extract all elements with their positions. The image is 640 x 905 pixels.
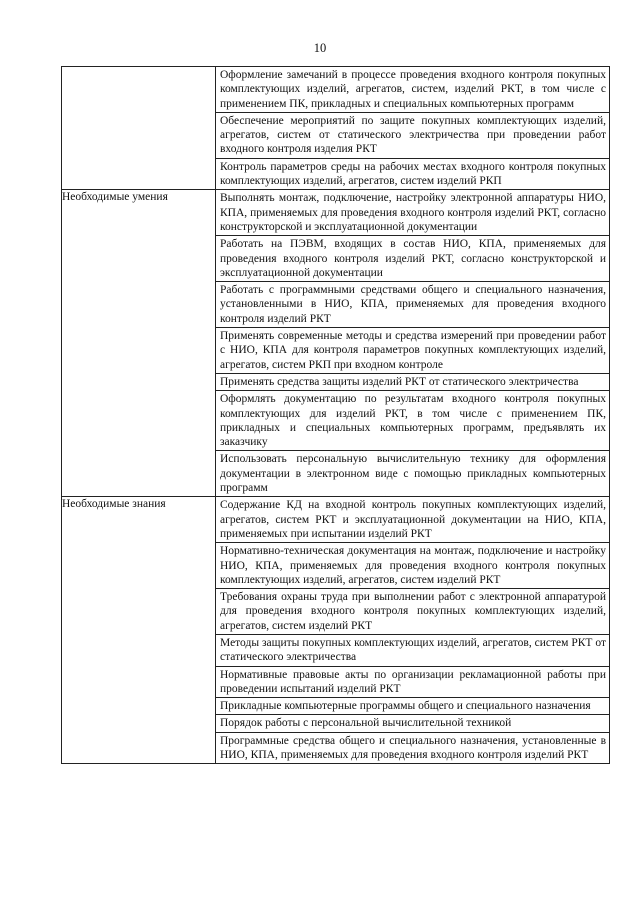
- list-item: Нормативно-техническая документация на монтаж, подключение и настройку НИО, КПА, применяемых для проведения входного контроля покупных комплектующих изделий, агрегатов, систем изделий РКТ: [216, 542, 609, 588]
- row-label-skills: Необходимые умения: [62, 190, 216, 497]
- list-item: Методы защиты покупных комплектующих изделий, агрегатов, систем РКТ от статического электричества: [216, 634, 609, 666]
- list-item: Контроль параметров среды на рабочих местах входного контроля покупных комплектующих изделий, агрегатов, систем изделий РКП: [216, 158, 609, 190]
- list-item: Использовать персональную вычислительную технику для оформления документации в электронном виде с помощью прикладных компьютерных программ: [216, 450, 609, 496]
- list-item: Программные средства общего и специального назначения, установленные в НИО, КПА, применяемых для проведения входного контроля изделий РКТ: [216, 732, 609, 764]
- row-label-empty: [62, 67, 216, 190]
- list-item: Нормативные правовые акты по организации рекламационной работы при проведении испытаний изделий РКТ: [216, 666, 609, 698]
- list-item: Оформлять документацию по результатам входного контроля покупных комплектующих для изделий РКТ, в том числе с применением ПК, прикладных и специальных компьютерных программ, предъявлять их заказчику: [216, 390, 609, 450]
- list-item: Порядок работы с персональной вычислительной техникой: [216, 714, 609, 731]
- page-number: 10: [313, 41, 327, 55]
- list-item: Требования охраны труда при выполнении работ с электронной аппаратурой для проведения входного контроля покупных комплектующих изделий, агрегатов, систем изделий РКТ: [216, 588, 609, 634]
- list-item: Выполнять монтаж, подключение, настройку электронной аппаратуры НИО, КПА, применяемых для проведения входного контроля изделий РКТ, согласно конструкторской и эксплуатационной документации: [220, 192, 606, 233]
- list-item: Оформление замечаний в процессе проведения входного контроля покупных комплектующих изделий, агрегатов, систем, изделий РКТ, в том числе с применением ПК, прикладных и специальных компьютерных программ: [220, 69, 606, 110]
- list-item: Применять современные методы и средства измерений при проведении работ с НИО, КПА для контроля параметров покупных комплектующих изделий, агрегатов, систем РКП при входном контроле: [216, 327, 609, 373]
- row-entries: [216, 190, 610, 497]
- list-item: Работать на ПЭВМ, входящих в состав НИО, КПА, применяемых для проведения входного контроля изделий РКТ, согласно конструкторской и эксплуатационной документации: [216, 235, 609, 281]
- row-entries: [216, 497, 610, 764]
- list-item: Применять средства защиты изделий РКТ от статического электричества: [216, 373, 609, 390]
- list-item: Работать с программными средствами общего и специального назначения, установленными в НИО, КПА, применяемых для проведения входного контроля изделий РКТ: [216, 281, 609, 327]
- row-label-knowledge: Необходимые знания: [62, 497, 216, 764]
- table-row-skills: [62, 190, 610, 497]
- table-row-knowledge: [62, 497, 610, 764]
- row-entries: [216, 67, 610, 190]
- list-item: Прикладные компьютерные программы общего и специального назначения: [216, 697, 609, 714]
- list-item: Содержание КД на входной контроль покупных комплектующих изделий, агрегатов, систем РКТ и эксплуатационной документации на НИО, КПА, применяемых при испытании изделий РКТ: [220, 499, 606, 540]
- list-item: Обеспечение мероприятий по защите покупных комплектующих изделий, агрегатов, систем от статического электричества при проведении работ входного контроля изделия РКТ: [216, 112, 609, 158]
- competency-table: [61, 66, 610, 764]
- table-row-continuation: [62, 67, 610, 190]
